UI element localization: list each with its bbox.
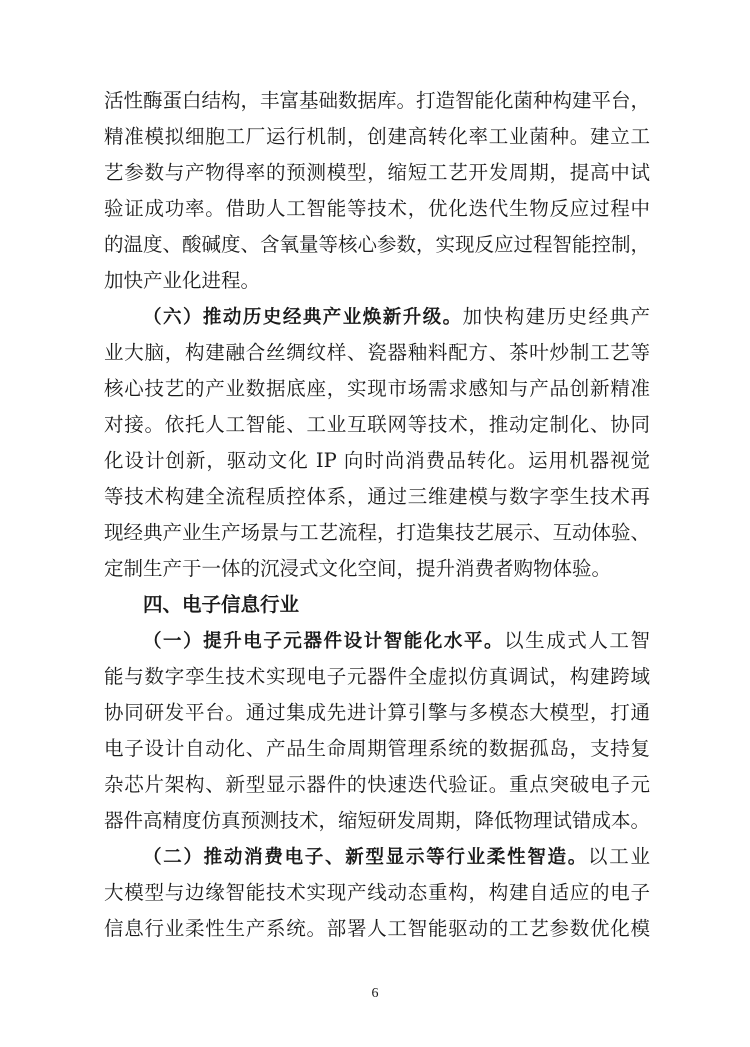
paragraph-line: 等技术构建全流程质控体系，通过三维建模与数字孪生技术再 [104,485,650,508]
paragraph-line: 验证成功率。借助人工智能等技术，优化迭代生物反应过程中 [104,197,650,220]
paragraph-lead: （二）推动消费电子、新型显示等行业柔性智造。 [143,847,589,868]
paragraph-line: 定制生产于一体的沉浸式文化空间，提升消费者购物体验。 [104,557,612,580]
page-number: 6 [371,986,379,1001]
paragraph-line: 杂芯片架构、新型显示器件的快速迭代验证。重点突破电子元 [104,773,650,796]
paragraph-first-line [143,623,650,659]
paragraph-text: 以工业 [588,845,650,868]
paragraph-first-line [143,299,650,335]
paragraph-line: 核心技艺的产业数据底座，实现市场需求感知与产品创新精准 [104,377,650,400]
paragraph-line: 加快产业化进程。 [104,269,261,292]
paragraph-lead: （一）提升电子元器件设计智能化水平。 [143,631,505,652]
paragraph-line: 对接。依托人工智能、工业互联网等技术，推动定制化、协同 [104,413,650,436]
paragraph-line: 精准模拟细胞工厂运行机制，创建高转化率工业菌种。建立工 [104,125,650,148]
paragraph-line: 艺参数与产物得率的预测模型，缩短工艺开发周期，提高中试 [104,161,650,184]
paragraph-line: 电子设计自动化、产品生命周期管理系统的数据孤岛，支持复 [104,737,650,760]
paragraph-lead: （六）推动历史经典产业焕新升级。 [143,307,463,328]
paragraph-line: 化设计创新，驱动文化 IP 向时尚消费品转化。运用机器视觉 [104,449,650,472]
paragraph-line: 的温度、酸碱度、含氧量等核心参数，实现反应过程智能控制， [104,233,651,256]
paragraph-line: 大模型与边缘智能技术实现产线动态重构，构建自适应的电子 [104,881,650,904]
paragraph-first-line [143,839,650,875]
paragraph-line: 业大脑，构建融合丝绸纹样、瓷器釉料配方、茶叶炒制工艺等 [104,341,650,364]
paragraph-line: 协同研发平台。通过集成先进计算引擎与多模态大模型，打通 [104,701,650,724]
paragraph-line: 现经典产业生产场景与工艺流程，打造集技艺展示、互动体验、 [104,521,651,544]
section-heading: 四、电子信息行业 [143,593,300,616]
paragraph-line: 活性酶蛋白结构，丰富基础数据库。打造智能化菌种构建平台， [104,89,651,112]
paragraph-text: 加快构建历史经典产 [462,305,650,328]
paragraph-text: 以生成式人工智 [504,629,650,652]
paragraph-line: 器件高精度仿真预测技术，缩短研发周期，降低物理试错成本。 [104,809,651,832]
paragraph-line: 能与数字孪生技术实现电子元器件全虚拟仿真调试，构建跨域 [104,665,650,688]
paragraph-line: 信息行业柔性生产系统。部署人工智能驱动的工艺参数优化模 [104,917,650,940]
